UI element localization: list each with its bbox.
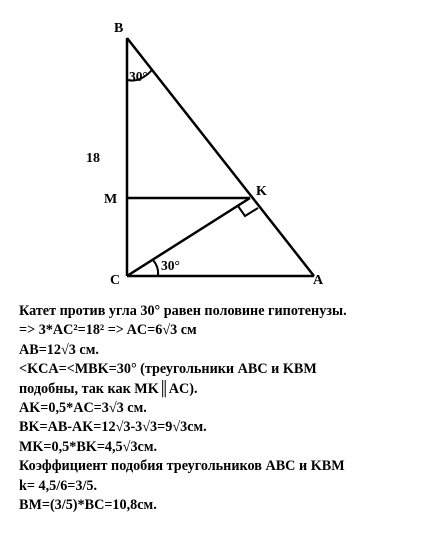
solution-line: => 3*AC²=18² => AC=6√3 см	[19, 322, 197, 339]
solution-line: Катет против угла 30° равен половине гипотенузы.	[19, 303, 347, 319]
solution-line: AK=0,5*AC=3√3 см.	[19, 400, 147, 417]
solution-line: MK=0,5*BK=4,5√3см.	[19, 438, 158, 455]
label-M: M	[104, 192, 118, 207]
label-side-18: 18	[86, 151, 100, 166]
label-C: C	[110, 273, 121, 288]
solution-line: подобны, так как MK║AC).	[19, 380, 198, 397]
angle-arc-C	[153, 260, 158, 276]
label-B: B	[114, 21, 124, 36]
label-K: K	[256, 184, 267, 199]
label-angle-C: 30°	[161, 258, 180, 273]
solution-line: k= 4,5/6=3/5.	[19, 477, 98, 494]
solution-text	[19, 302, 419, 515]
label-A: A	[313, 273, 324, 288]
segment-CK	[127, 198, 250, 276]
side-AB	[127, 38, 314, 276]
solution-line: BM=(3/5)*BC=10,8см.	[19, 497, 157, 514]
right-angle-marker-K	[238, 206, 258, 216]
solution-line: BK=AB-AK=12√3-3√3=9√3см.	[19, 419, 207, 436]
solution-line: <KCA=<MBK=30° (треугольники ABC и KBM	[19, 361, 317, 378]
solution-line: Коэффициент подобия треугольников ABC и KBM	[19, 458, 345, 475]
label-angle-B: 30°	[129, 69, 148, 84]
solution-line: AB=12√3 см.	[19, 341, 99, 358]
